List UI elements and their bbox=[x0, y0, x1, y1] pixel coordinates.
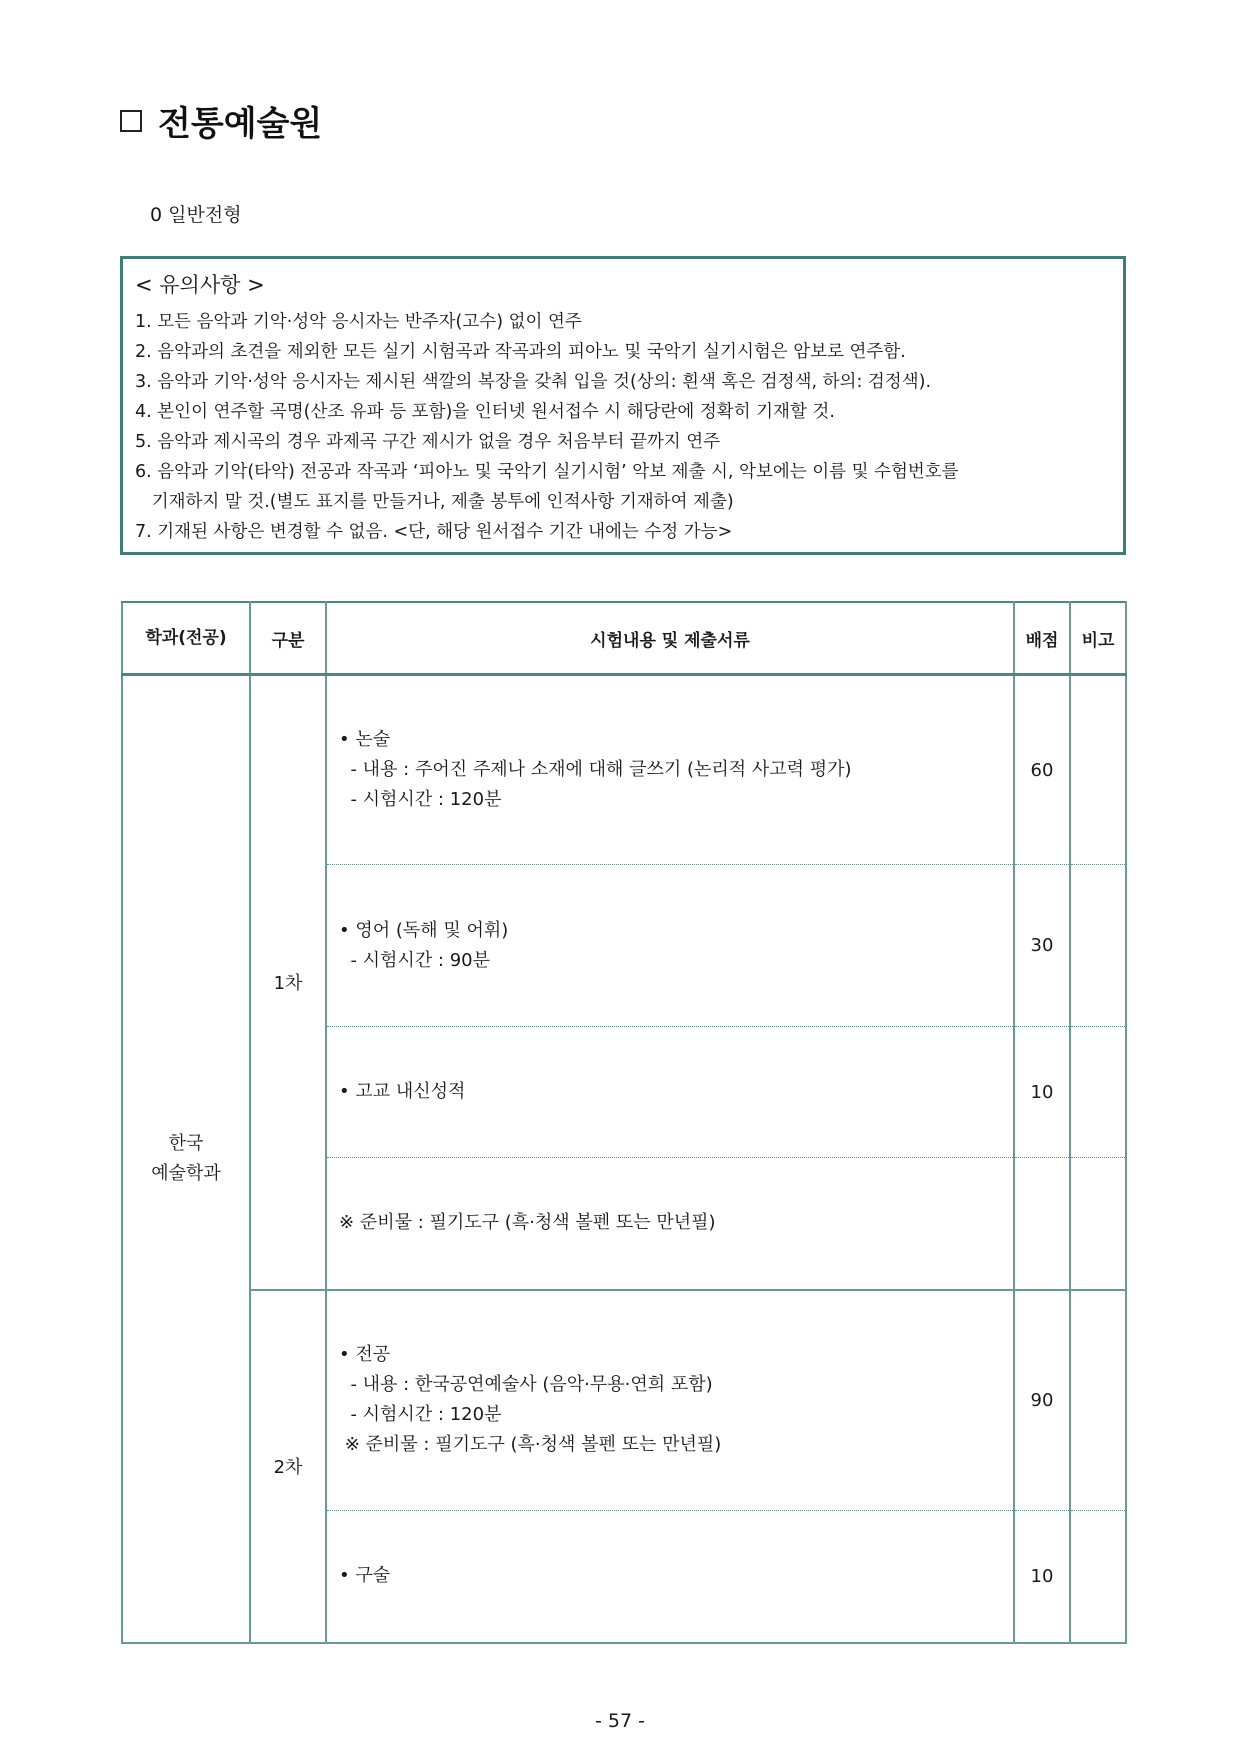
content-line: - 내용 : 주어진 주제나 소재에 대해 글쓰기 (논리적 사고력 평가) bbox=[339, 759, 852, 780]
header-score: 배점 bbox=[1014, 602, 1070, 675]
table-row bbox=[122, 675, 1126, 865]
checkbox-icon bbox=[120, 110, 142, 132]
dept-line: 예술학과 bbox=[151, 1162, 221, 1184]
score-cell: 60 bbox=[1014, 675, 1070, 865]
content-cell bbox=[326, 675, 1014, 865]
exam-table bbox=[121, 601, 1127, 1644]
table-header-row bbox=[122, 602, 1126, 675]
note-cell bbox=[1070, 1027, 1126, 1158]
score-cell: 90 bbox=[1014, 1290, 1070, 1511]
notice-item: 5. 음악과 제시곡의 경우 과제곡 구간 제시가 없을 경우 처음부터 끝까지 연주 bbox=[135, 432, 721, 452]
content-line: ※ 준비물 : 필기도구 (흑·청색 볼펜 또는 만년필) bbox=[339, 1212, 716, 1234]
content-line: - 시험시간 : 120분 bbox=[339, 789, 502, 810]
notice-item: 6. 음악과 기악(타악) 전공과 작곡과 ‘피아노 및 국악기 실기시험’ 악보 제출 시, 악보에는 이름 및 수험번호를 bbox=[135, 462, 959, 482]
score-cell: 30 bbox=[1014, 865, 1070, 1027]
dept-cell bbox=[122, 675, 250, 1643]
section-subtitle: 0 일반전형 bbox=[150, 204, 242, 226]
notice-item: 3. 음악과 기악·성악 응시자는 제시된 색깔의 복장을 갖춰 입을 것(상의: 흰색 혹은 검정색, 하의: 검정색). bbox=[135, 372, 932, 392]
content-line: - 시험시간 : 120분 bbox=[339, 1404, 502, 1426]
notice-item: 4. 본인이 연주할 곡명(산조 유파 등 포함)을 인터넷 원서접수 시 해당란에 정확히 기재할 것. bbox=[135, 402, 835, 422]
score-cell: 10 bbox=[1014, 1511, 1070, 1643]
notice-heading: < 유의사항 > bbox=[135, 273, 265, 297]
page-title-text: 전통예술원 bbox=[158, 104, 323, 144]
note-cell bbox=[1070, 1511, 1126, 1643]
content-line: • 영어 (독해 및 어휘) bbox=[339, 919, 509, 941]
header-content: 시험내용 및 제출서류 bbox=[326, 602, 1014, 675]
score-cell: 10 bbox=[1014, 1027, 1070, 1158]
header-dept: 학과(전공) bbox=[122, 602, 250, 675]
content-line: • 논술 bbox=[339, 729, 391, 750]
content-cell bbox=[326, 865, 1014, 1027]
score-cell bbox=[1014, 1158, 1070, 1290]
table-row bbox=[122, 1290, 1126, 1511]
content-line: • 구술 bbox=[339, 1565, 391, 1587]
division-cell-round2: 2차 bbox=[250, 1290, 326, 1643]
division-cell-round1: 1차 bbox=[250, 675, 326, 1290]
content-line: • 전공 bbox=[339, 1344, 391, 1366]
content-line: • 고교 내신성적 bbox=[339, 1081, 466, 1102]
content-cell bbox=[326, 1027, 1014, 1158]
content-cell bbox=[326, 1290, 1014, 1511]
content-cell bbox=[326, 1511, 1014, 1643]
notice-item: 2. 음악과의 초견을 제외한 모든 실기 시험곡과 작곡과의 피아노 및 국악기 실기시험은 암보로 연주함. bbox=[135, 342, 906, 362]
header-note: 비고 bbox=[1070, 602, 1126, 675]
content-line: - 시험시간 : 90분 bbox=[339, 949, 491, 971]
note-cell bbox=[1070, 1158, 1126, 1290]
content-line: ※ 준비물 : 필기도구 (흑·청색 볼펜 또는 만년필) bbox=[339, 1434, 722, 1456]
page-title bbox=[120, 96, 322, 145]
note-cell bbox=[1070, 865, 1126, 1027]
notice-item: 기재하지 말 것.(별도 표지를 만들거나, 제출 봉투에 인적사항 기재하여 제출) bbox=[135, 492, 734, 512]
notice-item: 1. 모든 음악과 기악·성악 응시자는 반주자(고수) 없이 연주 bbox=[135, 312, 582, 332]
content-line: - 내용 : 한국공연예술사 (음악·무용·연희 포함) bbox=[339, 1374, 713, 1396]
notice-box bbox=[120, 256, 1126, 555]
note-cell bbox=[1070, 675, 1126, 865]
header-division: 구분 bbox=[250, 602, 326, 675]
dept-line: 한국 bbox=[168, 1132, 204, 1154]
page-number: - 57 - bbox=[595, 1710, 645, 1732]
notice-item: 7. 기재된 사항은 변경할 수 없음. <단, 해당 원서접수 기간 내에는 수정 가능> bbox=[135, 522, 733, 542]
content-cell bbox=[326, 1158, 1014, 1290]
note-cell bbox=[1070, 1290, 1126, 1511]
